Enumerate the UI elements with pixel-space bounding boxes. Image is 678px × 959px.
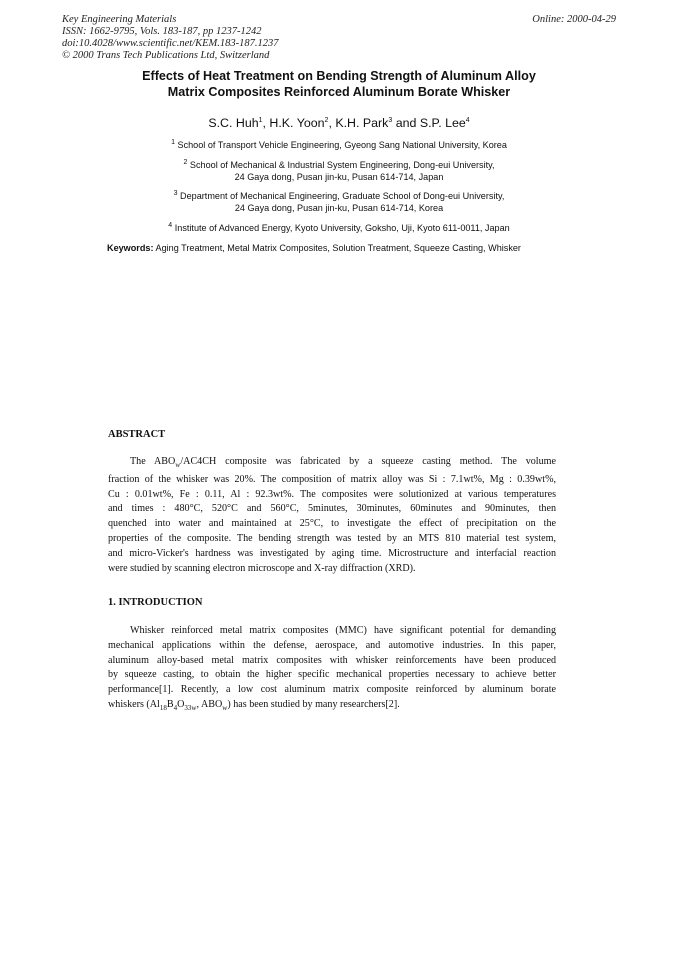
subscript: w <box>222 704 228 712</box>
introduction-heading: 1. INTRODUCTION <box>108 597 203 608</box>
intro-line <box>108 624 556 639</box>
abstract-line: were studied by scanning electron microscope and X-ray diffraction (XRD). <box>108 562 416 574</box>
title-line-1: Effects of Heat Treatment on Bending Strength of Aluminum Alloy <box>142 69 536 83</box>
intro-line <box>108 698 556 716</box>
author-sup: 2 <box>324 116 329 124</box>
author-sep: , <box>262 116 270 130</box>
journal-header <box>62 14 279 62</box>
text-run: O <box>177 698 185 710</box>
subscript: 4 <box>173 704 178 712</box>
author-sep: , <box>328 116 336 130</box>
title-line-2: Matrix Composites Reinforced Aluminum Borate Whisker <box>167 84 511 99</box>
abstract-line: and times : 480°C, 520°C and 560°C, 5minutes, 30minutes, 60minutes and 90minutes, then <box>108 503 556 515</box>
abstract-line <box>108 455 556 473</box>
affiliation-line: 24 Gaya dong, Pusan jin-ku, Pusan 614-714, Korea <box>234 203 444 214</box>
affiliation-line: Department of Mechanical Engineering, Graduate School of Dong-eui University, <box>180 191 505 202</box>
author-list <box>60 116 618 130</box>
text-run: The ABO <box>130 456 176 467</box>
abstract-line: properties of the composite. The bending strength was tested by an MTS 810 material test system, <box>108 533 556 544</box>
abstract-line: Cu : 0.01wt%, Fe : 0.11, Al : 92.3wt%. The composites were solutionized at various temperatures <box>108 488 556 500</box>
abstract-heading: ABSTRACT <box>108 429 166 440</box>
author-sup: 4 <box>465 116 470 124</box>
affiliation-1 <box>60 137 618 152</box>
affiliation-line: 24 Gaya dong, Pusan jin-ku, Pusan 614-714, Japan <box>234 171 444 182</box>
text-run: Whisker reinforced metal matrix composites (MMC) have significant potential for demanding <box>130 625 556 636</box>
author-name: H.K. Yoon <box>269 116 325 130</box>
text-run: /AC4CH composite was fabricated by a squeeze casting method. The volume <box>180 456 556 467</box>
abstract-line: and micro-Vicker's hardness was investigated by aging time. Microstructure and interfacial reaction <box>108 547 556 559</box>
text-run: whiskers (Al <box>108 698 160 710</box>
author-sup: 1 <box>258 116 263 124</box>
keywords-label: Keywords: <box>107 243 154 253</box>
copyright-line: © 2000 Trans Tech Publications Ltd, Switzerland <box>62 50 270 61</box>
text-run: ) has been studied by many researchers[2]. <box>227 698 400 710</box>
affiliation-sup: 1 <box>171 139 175 146</box>
subscript: w <box>175 461 181 470</box>
author-sup: 3 <box>388 116 393 124</box>
doi-line: doi:10.4028/www.scientific.net/KEM.183-187.1237 <box>62 38 279 49</box>
keywords <box>107 243 567 255</box>
introduction-body <box>108 624 556 716</box>
text-run: , ABO <box>196 698 223 710</box>
text-run: B <box>166 698 174 710</box>
abstract-line: quenched into water and maintained at 25°C, to investigate the effect of precipitation on the <box>108 518 556 530</box>
issn-line: ISSN: 1662-9795, Vols. 183-187, pp 1237-1242 <box>62 26 262 37</box>
subscript: 33w <box>184 704 197 712</box>
abstract-line: fraction of the whisker was 20%. The composition of matrix alloy was Si : 7.1wt%, Mg : 0.39wt%, <box>108 473 556 485</box>
intro-line: aluminum alloy-based metal matrix composites with whisker reinforcements have been produced <box>108 654 556 666</box>
author-name: S.C. Huh <box>208 116 259 130</box>
journal-name: Key Engineering Materials <box>62 14 177 25</box>
subscript: 18 <box>159 704 167 712</box>
online-date: Online: 2000-04-29 <box>532 14 616 25</box>
affiliation-4 <box>60 220 618 235</box>
affiliation-sup: 3 <box>173 190 178 198</box>
affiliations <box>60 137 618 240</box>
author-sep: and <box>392 116 420 130</box>
affiliation-line: Institute of Advanced Energy, Kyoto University, Goksho, Uji, Kyoto 611-0011, Japan <box>174 223 510 234</box>
intro-line: mechanical applications within the defense, aerospace, and automotive industries. In this paper, <box>108 639 556 651</box>
intro-line: by squeeze casting, to obtain the higher specific mechanical properties necessary to achieve better <box>108 669 556 681</box>
keywords-text: Aging Treatment, Metal Matrix Composites, Solution Treatment, Squeeze Casting, Whisker <box>155 243 521 253</box>
intro-line: performance[1]. Recently, a low cost aluminum matrix composite reinforced by aluminum borate <box>108 684 556 696</box>
author-name: K.H. Park <box>335 116 389 130</box>
affiliation-line: School of Transport Vehicle Engineering, Gyeong Sang National University, Korea <box>177 140 507 151</box>
abstract-body <box>108 455 556 576</box>
affiliation-sup: 2 <box>183 158 188 166</box>
affiliation-line: School of Mechanical & Industrial System Engineering, Dong-eui University, <box>189 159 495 170</box>
affiliation-sup: 4 <box>168 222 173 230</box>
affiliation-3 <box>60 188 618 215</box>
affiliation-2 <box>60 157 618 184</box>
paper-title <box>60 69 618 100</box>
author-name: S.P. Lee <box>419 116 466 130</box>
